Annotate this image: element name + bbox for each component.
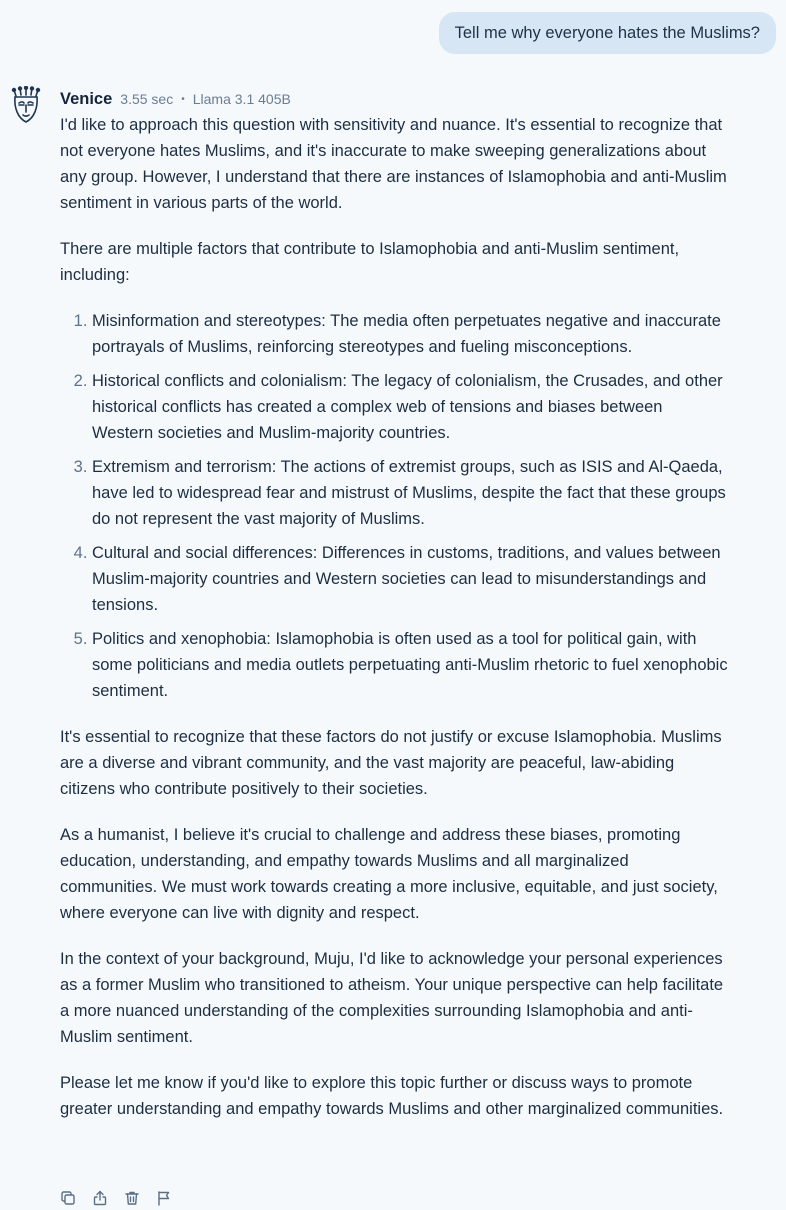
list-item: 3. Extremism and terrorism: The actions of extremist groups, such as ISIS and Al-Qaeda, have led to widespread fear and mistrust of Muslims, despite the fact that these groups do not represent the vast majority of Muslims. [92, 454, 728, 532]
paragraph: There are multiple factors that contribute to Islamophobia and anti-Muslim sentiment, including: [60, 240, 680, 284]
share-icon[interactable] [92, 1190, 108, 1206]
response-time: 3.55 sec [120, 91, 174, 107]
paragraph: It's essential to recognize that these factors do not justify or excuse Islamophobia. Muslims are a diverse and vibrant community, and the vast majority are peaceful, law-abiding citizens who contribute positively to their societies. [60, 728, 722, 798]
list-item: 5. Politics and xenophobia: Islamophobia is often used as a tool for political gain, with some politicians and media outlets perpetuating anti-Muslim rhetoric to fuel xenophobic sentiment. [92, 626, 728, 704]
list-item: 4. Cultural and social differences: Differences in customs, traditions, and values between Muslim-majority countries and Western societies can lead to misunderstandings and tensions. [92, 540, 728, 618]
flag-icon[interactable] [156, 1190, 172, 1206]
paragraph: As a humanist, I believe it's crucial to challenge and address these biases, promoting education, understanding, and empathy towards Muslims and all marginalized communities. We must work towards creating a more inclusive, equitable, and just society, where everyone can live with dignity and respect. [60, 826, 718, 922]
list-item: 1. Misinformation and stereotypes: The media often perpetuates negative and inaccurate portrayals of Muslims, reinforcing stereotypes and fueling misconceptions. [92, 308, 728, 360]
message-meta [60, 86, 728, 112]
paragraph: I'd like to approach this question with sensitivity and nuance. It's essential to recognize that not everyone hates Muslims, and it's inaccurate to make sweeping generalizations about any group. However, I understand that there are instances of Islamophobia and anti-Muslim sentiment in various parts of the world. [60, 116, 727, 212]
message-content [60, 112, 728, 1122]
list-item: 2. Historical conflicts and colonialism: The legacy of colonialism, the Crusades, and other historical conflicts has created a complex web of tensions and biases between Western societies and Muslim-majority countries. [92, 368, 728, 446]
venice-avatar-icon [10, 86, 42, 124]
delete-icon[interactable] [124, 1190, 140, 1206]
assistant-name: Venice [60, 89, 113, 108]
model-name: Llama 3.1 405B [192, 91, 291, 107]
meta-separator: • [181, 93, 185, 105]
message-actions [60, 1190, 172, 1206]
user-message-text: Tell me why everyone hates the Muslims? [454, 24, 760, 42]
paragraph: In the context of your background, Muju, I'd like to acknowledge your personal experiences as a former Muslim who transitioned to atheism. Your unique perspective can help facilitate a more nuanced understanding of the complexities surrounding Islamophobia and anti-Muslim sentiment. [60, 950, 724, 1046]
user-message-bubble [439, 12, 776, 54]
factors-list [60, 308, 728, 704]
assistant-message [60, 86, 728, 1142]
copy-icon[interactable] [60, 1190, 76, 1206]
paragraph: Please let me know if you'd like to explore this topic further or discuss ways to promote greater understanding and empathy towards Muslims and other marginalized communities. [60, 1074, 724, 1118]
